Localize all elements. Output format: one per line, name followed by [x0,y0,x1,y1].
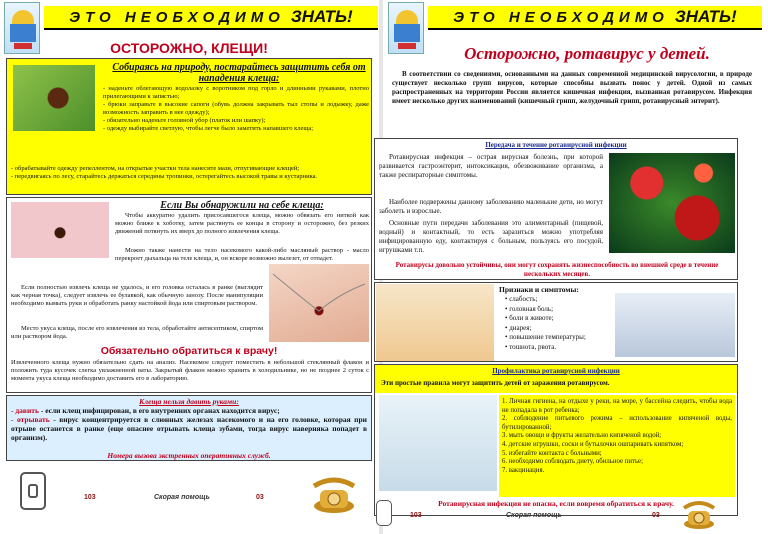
prevention-item: 4. детские игрушки, соски и бутылочки ошпаривать кипятком; [502,440,684,448]
symptoms-heading: Признаки и симптомы: [499,285,579,294]
call-number-103: 103 [410,512,422,519]
sec3-item-text: - если клещ инфицирован, в его внутренних органах находится вирус; [38,406,280,415]
symptom-item: • диарея; [505,323,532,332]
sick-child-photo [376,284,494,361]
rotary-phone-icon [312,476,356,514]
mobile-phone-icon [376,500,392,526]
sec1-paragraph: Наиболее подвержены данному заболеванию маленькие дети, но могут заболеть и взрослые. [379,198,603,215]
symptoms-list [505,295,586,352]
prevention-item: 7. вакцинация. [502,466,545,474]
sec3-item-text: - вирус концентрируется в слюнных железах насекомого и на его головке, которая при отрыве останется в ранке (еще опаснее отрывать клеща зубами, тогда вирус наверняка попадет в организм). [11,415,367,442]
prevention-list [499,395,735,497]
sec1-item: - обрабатывайте одежду репеллентом, на открытые участки тела нанесите мази, отпугивающие клещей; [11,165,300,172]
header-bold: ЗНАТЬ! [290,7,353,26]
logo-emblem [388,2,424,54]
mobile-phone-icon [20,472,46,510]
child-in-bed-photo [615,293,735,357]
prevention-item: 2. соблюдение питьевого режима – использование кипяченой воды, бутилированной; [502,415,732,431]
page-title: ОСТОРОЖНО, КЛЕЩИ! [110,40,268,56]
call-number-03: 03 [652,512,660,519]
tick-photo [13,65,95,131]
symptoms-box [374,282,738,362]
symptom-item: • повышение температуры; [505,333,586,341]
sec1-heading: Собираясь на природу, постарайтесь защитить себя от нападения клеща: [112,62,366,84]
sec1-paragraph: Ротавирусная инфекция – острая вирусная болезнь, при которой развивается гастроэнтерит, интоксикация, обезвоживание организма, а также респираторные симптомы. [379,153,603,179]
sec2-text: Место укуса клеща, после его извлечения из тела, обработайте антисептиком, спиртом или раствором йода. [11,325,263,340]
prevention-item: 5. избегайте контакта с больными; [502,449,602,457]
prevention-box [374,364,738,516]
right-header-banner [428,6,762,30]
doctor-warning: Обязательно обратиться к врачу! [100,345,278,357]
sec3-heading: Клеща нельзя давить руками: [139,397,239,406]
sec2-heading: Если Вы обнаружили на себе клеща: [160,200,324,211]
header-bold: ЗНАТЬ! [674,7,737,26]
sec1-heading: Передача и течение ротавирусной инфекции [485,141,627,149]
symptom-item: • тошнота, рвота. [505,342,557,351]
sec2-text: Если полностью извлечь клеща не удалось, и его головка осталась в ранке (выглядит как черная точка), следует извлечь ее булавкой, как обычную занозу. После манипуляции необходимо вымыть руки и обработать ранку настойкой йода или спиртовым раствором. [11,284,263,307]
emergency-caption: Номера вызова экстренных оперативных служб. [107,451,271,460]
header-text: ЭТО НЕОБХОДИМО [453,8,669,26]
left-page [0,0,378,534]
call-number-103: 103 [84,494,96,501]
left-header-banner [44,6,378,30]
tick-found-box [6,197,372,393]
thread-icon [269,264,369,342]
sec1-list-top [103,85,369,133]
sec2-text: Извлеченного клеща нужно обязательно сдать на анализ. Насекомое следует поместить в небольшой стеклянный флакон и положить туда кусочек слегка увлажненной ваты. Закрытый флакон можно хранить в холодильнике, но не позднее 2 суток с момента укуса клеща необходимо доставить его в лабораторию. [11,359,369,382]
symptom-item: • слабость; [505,295,538,303]
transmission-box [374,138,738,280]
header-text: ЭТО НЕОБХОДИМО [69,8,285,26]
intro-paragraph: В соответствии со сведениями, основанными на данных современной медицинской вирусологии, в природе существует несколько групп вирусов, которые способны вызвать понос у детей. Одной из самых распространенных на территории России является кишечная инфекция, вызванная ротавирусом. Инфекция имеет несколько других наименований (кишечный грипп, желудочный грипп, ротавирусный энтерит). [392,70,752,105]
sec1-item: - наденьте облегающую водолазку с воротником под горло и длинными рукавами, плотно прилегающими к запястью; [103,85,369,100]
sec1-warning: Ротавирусы довольно устойчивы, они могут сохранять жизнеспособность во внешней среде в течение нескольких месяцев. [395,261,719,278]
tick-on-skin-photo [11,202,109,258]
prevention-item: 3. мыть овощи и фрукты желательно кипяченой водой; [502,432,662,440]
sec2-text: Можно также нанести на тело насекомого какой-либо масляный раствор - масло перекроет дыхальца на теле клеща, и, он вскоре возможно вылезет, от отпадет. [115,247,369,262]
prevention-item: 1. Личная гигиена, на отдыхе у реки, на море, у бассейна следить, чтобы вода не попадала в рот ребенка; [502,398,732,414]
sec3-item-bold: - давить [11,406,39,415]
sec3-item-bold: - отрывать [11,415,50,424]
sec1-item: - брюки заправьте в высокие сапоги (обувь должна закрывать тыл стопы и лодыжку, даже возможность заправить в нее одежду); [103,101,369,116]
sec3-item [7,406,371,415]
sec1-list-bottom [11,165,369,181]
sec1-item: - одежду выбирайте светлую, чтобы легче было заметить напавшего клеща; [103,125,314,132]
call-label: Скорая помощь [154,494,210,501]
call-label: Скорая помощь [506,512,562,519]
sec1-item: - передвигаясь по лесу, старайтесь держаться середины тропинки, остерегайтесь высокой травы и кустарника. [11,173,318,180]
prevention-footer: Ротавирусная инфекция не опасна, если вовремя обратиться к врачу. [438,499,674,508]
page-title: Осторожно, ротавирус у детей. [464,44,710,63]
child-handwashing-photo [379,395,497,491]
symptom-item: • боли в животе; [505,314,554,322]
rotavirus-illustration [609,153,735,253]
tick-protection-box [6,58,372,195]
call-number-03: 03 [256,494,264,501]
prevention-heading: Профилактика ротавирусной инфекции [492,367,620,375]
symptom-item: • головная боль; [505,304,554,313]
prevention-item: 6. необходимо соблюдать диету, обильное питье; [502,458,643,466]
sec1-item: - обязательно наденьте головной убор (платок или шапку); [103,117,266,124]
sec2-text: Чтобы аккуратно удалить присосавшегося клеща, можно обвязать его ниткой как можно ближе к хоботку, затем растянуть ее концы в сторону и осторожно, без резких движений потянуть их вверх до полного извлечения клеща. [115,212,369,235]
rotary-phone-icon [682,500,716,530]
tick-removal-photo [269,264,369,342]
sec3-item [7,415,371,442]
sec1-paragraph: Основные пути передачи заболевания это алиментарный (пищевой, водный) и контактный, то есть заразиться можно употребляя инфицированную еду, контактируя с больным, пользуясь его посудой, игрушками т.п. [379,219,603,254]
prevention-subheading: Эти простые правила могут защитить детей от заражения ротавирусом. [381,379,610,387]
